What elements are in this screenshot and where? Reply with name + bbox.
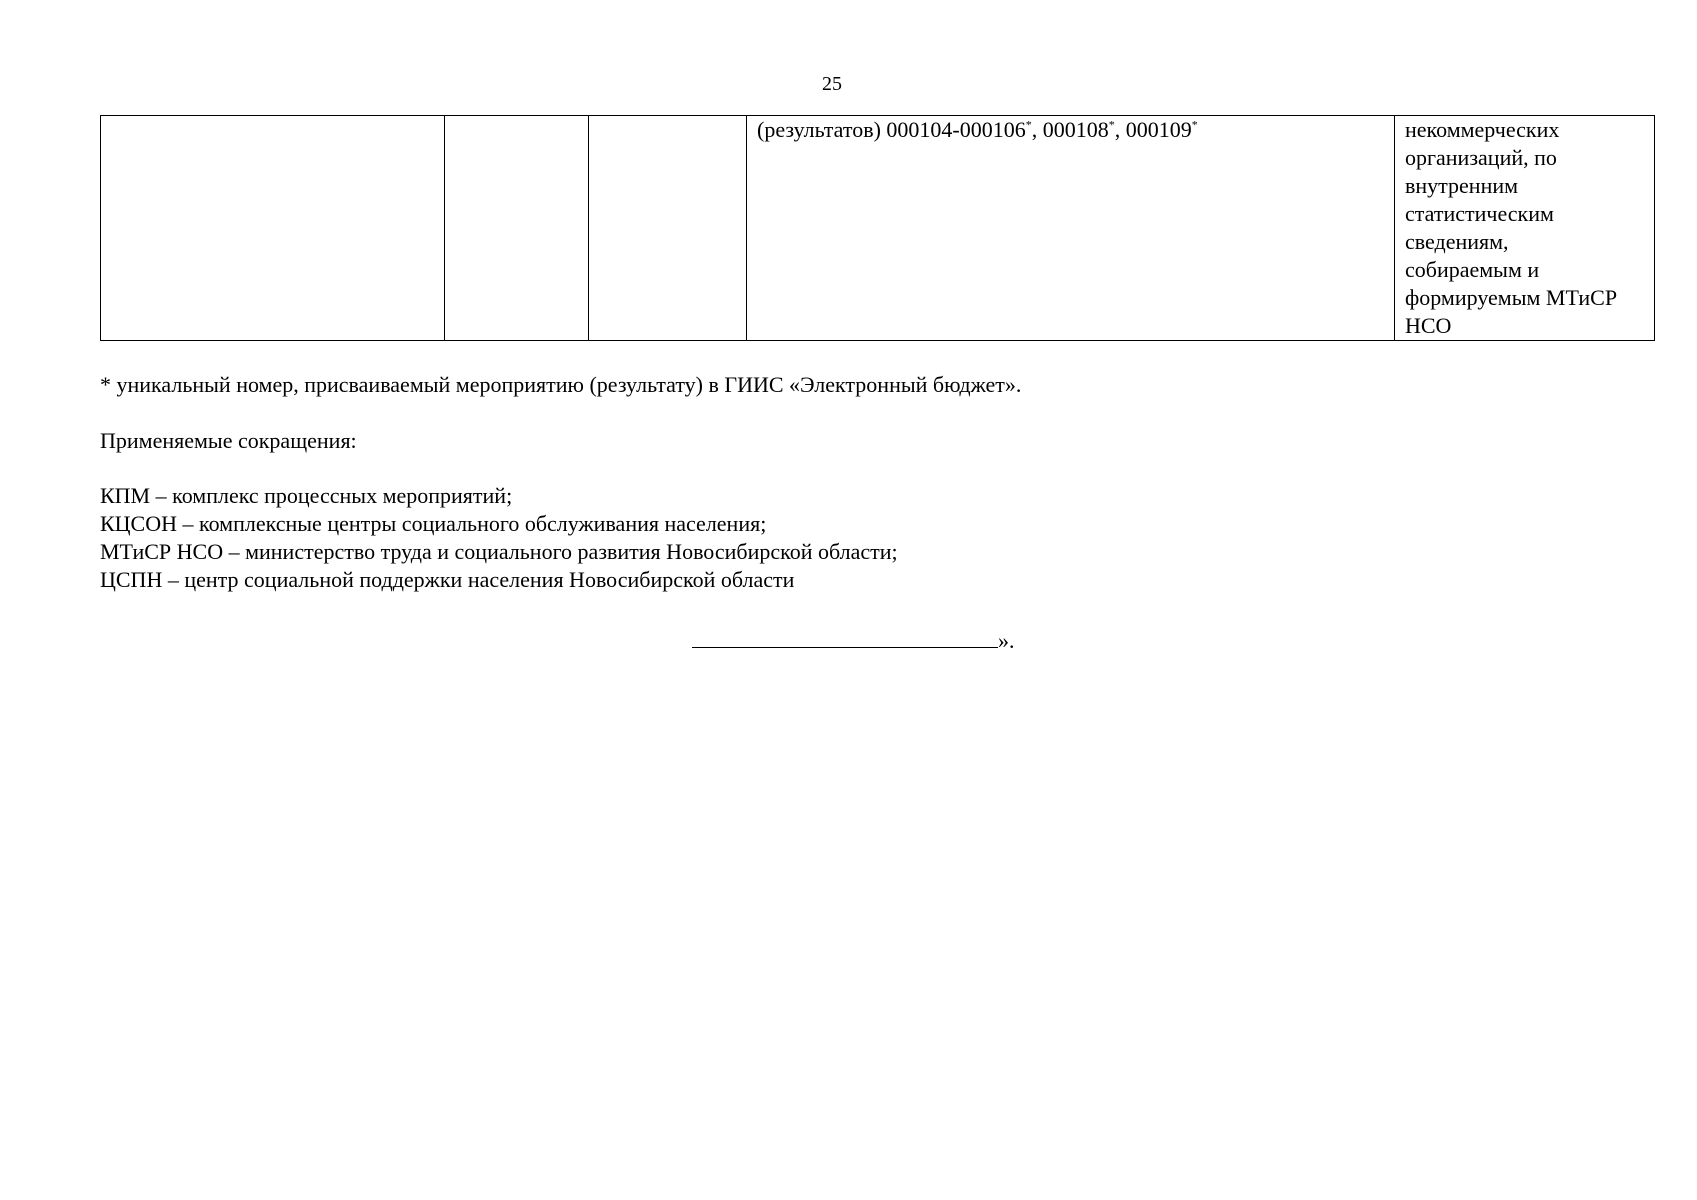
cell-5-line: организаций, по bbox=[1405, 145, 1557, 170]
table-cell-3 bbox=[589, 116, 747, 341]
cell-5-line: собираемым и bbox=[1405, 257, 1540, 282]
asterisk-3: * bbox=[1191, 117, 1198, 132]
abbreviations-list bbox=[100, 482, 898, 594]
cell-4-sep-1: , 000108 bbox=[1031, 117, 1109, 142]
closing-line bbox=[692, 623, 1015, 655]
cell-5-line: внутренним bbox=[1405, 173, 1519, 198]
cell-5-line: формируемым МТиСР bbox=[1405, 285, 1618, 310]
table-cell-4 bbox=[747, 116, 1395, 341]
abbreviations-heading: Применяемые сокращения: bbox=[100, 428, 357, 453]
abbreviation-item: МТиСР НСО – министерство труда и социального развития Новосибирской области; bbox=[100, 539, 898, 564]
footnote: * уникальный номер, присваиваемый мероприятию (результату) в ГИИС «Электронный бюджет». bbox=[100, 372, 1022, 397]
abbreviation-item: КЦСОН – комплексные центры социального обслуживания населения; bbox=[100, 511, 767, 536]
cell-5-line: статистическим bbox=[1405, 201, 1554, 226]
closing-underline bbox=[692, 623, 998, 648]
table-cell-1 bbox=[101, 116, 445, 341]
continuation-table bbox=[100, 115, 1655, 341]
cell-4-text: (результатов) 000104-000106 bbox=[757, 117, 1026, 142]
table-row bbox=[101, 116, 1655, 341]
page-number: 25 bbox=[822, 73, 842, 95]
cell-5-line: сведениям, bbox=[1405, 229, 1509, 254]
abbreviation-item: КПМ – комплекс процессных мероприятий; bbox=[100, 483, 513, 508]
asterisk-2: * bbox=[1108, 117, 1115, 132]
cell-5-line: некоммерческих bbox=[1405, 117, 1560, 142]
closing-mark: ». bbox=[998, 628, 1015, 653]
cell-5-line: НСО bbox=[1405, 313, 1452, 338]
cell-4-sep-2: , 000109 bbox=[1114, 117, 1192, 142]
table-cell-2 bbox=[445, 116, 589, 341]
table-cell-5 bbox=[1395, 116, 1655, 341]
asterisk-1: * bbox=[1025, 117, 1032, 132]
abbreviation-item: ЦСПН – центр социальной поддержки населения Новосибирской области bbox=[100, 567, 795, 592]
